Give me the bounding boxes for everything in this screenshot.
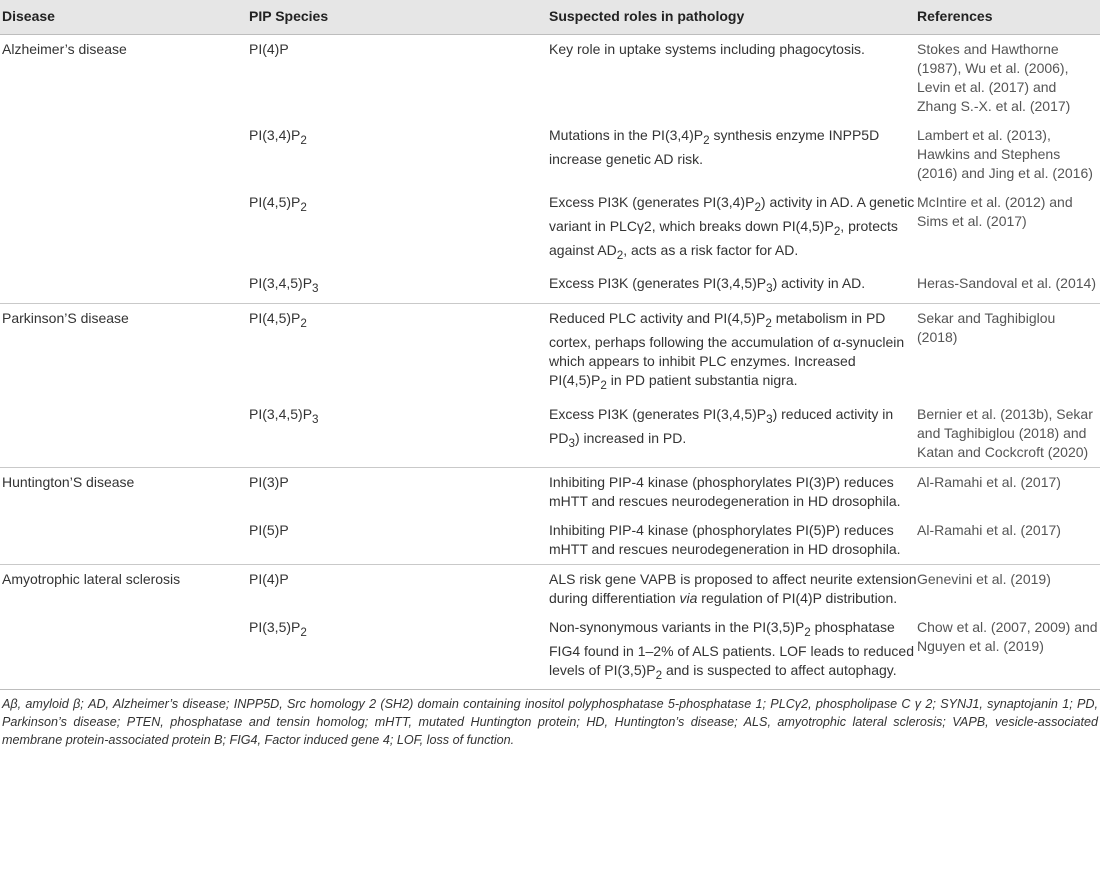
cell-role: Excess PI3K (generates $PI(3,4,5)P_3$) reduced activity in $PD_3$) increased in PD. [549, 400, 917, 468]
header-references: References [917, 0, 1100, 35]
cell-disease [0, 400, 249, 468]
cell-role: Inhibiting PIP-4 kinase (phosphorylates PI(5)P) reduces mHTT and rescues neurodegeneration in HD drosophila. [549, 516, 917, 565]
table-row [0, 564, 1100, 613]
header-pip-species: PIP Species [249, 0, 549, 35]
cell-pip-species: PI(5)P [249, 516, 549, 565]
cell-disease: Alzheimer’s disease [2, 41, 127, 57]
table-row [0, 121, 1100, 188]
table-row [0, 516, 1100, 565]
table-footnote: Aβ, amyloid β; AD, Alzheimer’s disease; INPP5D, Src homology 2 (SH2) domain containing inositol polyphosphatase 5-phosphatase 1; PLCγ2, phospholipase C γ 2; SYNJ1, synaptojanin 1; PD, Parkinson’s disease; PTEN, phosphatase and tensin homolog; mHTT, mutated Huntington protein; HD, Huntington’s disease; ALS, amyotrophic lateral sclerosis; VAPB, vesicle-associated membrane protein-associated protein B; FIG4, Factor induced gene 4; LOF, loss of function. [2, 697, 1098, 748]
cell-references: Lambert et al. (2013), Hawkins and Stephens (2016) and Jing et al. (2016) [917, 127, 1093, 181]
cell-disease: Huntington’S disease [2, 473, 135, 490]
cell-pip-species: $PI(3,4)P_2$ [249, 127, 307, 147]
header-row [0, 0, 1100, 35]
cell-role: Excess PI3K (generates $PI(3,4,5)P_3$) activity in AD. [549, 269, 917, 303]
cell-role: Key role in uptake systems including phagocytosis. [549, 41, 865, 57]
cell-pip-species: $PI(3,4,5)P_3$ [249, 269, 549, 303]
table-body [0, 35, 1100, 690]
cell-role: Mutations in the $PI(3,4)P_2$ synthesis enzyme INPP5D increase genetic AD risk. [549, 127, 880, 167]
cell-disease [0, 516, 249, 565]
header-disease: Disease [0, 0, 249, 35]
cell-references: Genevini et al. (2019) [917, 570, 1051, 587]
cell-pip-species: $PI(4,5)P_2$ [249, 310, 307, 330]
table-row [0, 304, 1100, 400]
cell-pip-species: PI(4)P [249, 570, 289, 587]
cell-disease: Amyotrophic lateral sclerosis [2, 570, 181, 587]
cell-references: Bernier et al. (2013b), Sekar and Taghibiglou (2018) and Katan and Cockcroft (2020) [917, 400, 1100, 468]
cell-references: Al-Ramahi et al. (2017) [917, 473, 1061, 490]
cell-pip-species: $PI(4,5)P_2$ [249, 194, 307, 214]
cell-role: ALS risk gene VAPB is proposed to affect neurite extension during differentiation via regulation of PI(4)P distribution. [549, 570, 917, 606]
cell-disease [0, 188, 249, 269]
cell-pip-species: PI(4)P [249, 41, 289, 57]
cell-disease [0, 121, 249, 188]
cell-references: Heras-Sandoval et al. (2014) [917, 269, 1100, 303]
table-row [0, 188, 1100, 269]
cell-disease [0, 613, 249, 690]
cell-references: Al-Ramahi et al. (2017) [917, 516, 1100, 565]
table-header [0, 0, 1100, 35]
cell-disease [0, 269, 249, 303]
cell-pip-species: $PI(3,5)P_2$ [249, 613, 549, 690]
cell-references: Chow et al. (2007, 2009) and Nguyen et al. (2019) [917, 613, 1100, 690]
cell-role: Excess PI3K (generates $PI(3,4)P_2$) activity in AD. A genetic variant in PLCγ2, which breaks down $PI(4,5)P_2$, protects against $AD_2$, acts as a risk factor for AD. [549, 194, 915, 262]
table-row [0, 613, 1100, 690]
cell-references: McIntire et al. (2012) and Sims et al. (2017) [917, 194, 1073, 229]
cell-pip-species: PI(3)P [249, 473, 289, 490]
header-roles: Suspected roles in pathology [549, 0, 917, 35]
cell-references: Sekar and Taghibiglou (2018) [917, 310, 1056, 346]
cell-disease: Parkinson’S disease [2, 310, 129, 327]
table-row [0, 35, 1100, 122]
cell-references: Stokes and Hawthorne (1987), Wu et al. (2006), Levin et al. (2017) and Zhang S.-X. et al. (2017) [917, 41, 1071, 114]
cell-role: Inhibiting PIP-4 kinase (phosphorylates PI(3)P) reduces mHTT and rescues neurodegeneration in HD drosophila. [549, 473, 901, 509]
cell-role: Reduced PLC activity and $PI(4,5)P_2$ metabolism in PD cortex, perhaps following the accumulation of α-synuclein which appears to inhibit PLC enzymes. Increased $PI(4,5)P_2$ in PD patient substantia nigra. [549, 310, 905, 392]
table-row [0, 400, 1100, 468]
cell-pip-species: $PI(3,4,5)P_3$ [249, 400, 549, 468]
table-row [0, 269, 1100, 303]
cell-role: Non-synonymous variants in the $PI(3,5)P_2$ phosphatase FIG4 found in 1–2% of ALS patients. LOF leads to reduced levels of $PI(3,5)P_2$ and is suspected to affect autophagy. [549, 613, 917, 690]
table-row [0, 467, 1100, 516]
